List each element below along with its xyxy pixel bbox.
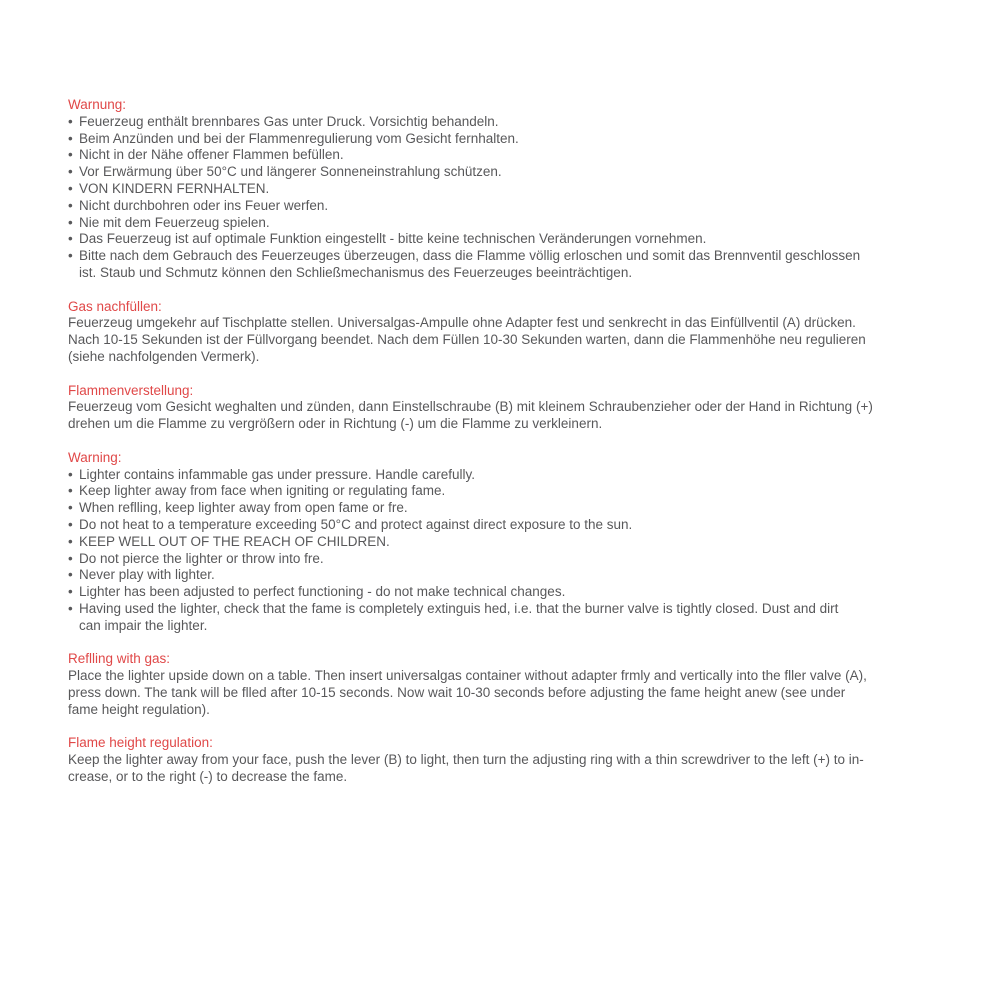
text-line: can impair the lighter. bbox=[79, 617, 208, 633]
bullet-line: • Do not pierce the lighter or throw into fre. bbox=[68, 551, 945, 568]
section-body-refilling-with-gas bbox=[68, 668, 945, 718]
bullet-line: • Do not heat to a temperature exceeding 50°C and protect against direct exposure to the sun. bbox=[68, 517, 945, 534]
text-line: drehen um die Flamme zu vergrößern oder in Richtung (-) um die Flamme zu verkleinern. bbox=[68, 416, 603, 432]
text-line: crease, or to the right (-) to decrease the fame. bbox=[68, 768, 348, 784]
text-line: Feuerzeug umgekehr auf Tischplatte stellen. Universalgas-Ampulle ohne Adapter fest und senkrecht in das Einfüllventil (A) drücken. bbox=[68, 315, 856, 331]
bullet-line: • Nicht in der Nähe offener Flammen befüllen. bbox=[68, 147, 945, 164]
section-heading-gas-nachfuellen: Gas nachfüllen: bbox=[68, 298, 162, 314]
text-line: Nach 10-15 Sekunden ist der Füllvorgang beendet. Nach dem Füllen 10-30 Sekunden warten, dann die Flammenhöhe neu regulieren bbox=[68, 332, 866, 348]
bullet-line: • Nie mit dem Feuerzeug spielen. bbox=[68, 215, 945, 232]
section-refilling-with-gas bbox=[68, 651, 945, 718]
bullet-line: • VON KINDERN FERNHALTEN. bbox=[68, 181, 945, 198]
bullet-line: • Lighter has been adjusted to perfect functioning - do not make technical changes. bbox=[68, 584, 945, 601]
bullet-line: • When reflling, keep lighter away from open fame or fre. bbox=[68, 500, 945, 517]
text-line: press down. The tank will be flled after 10-15 seconds. Now wait 10-30 seconds before adjusting the fame height anew (see under bbox=[68, 684, 846, 700]
section-heading-flame-height-regulation: Flame height regulation: bbox=[68, 735, 213, 751]
bullet-line: • Beim Anzünden und bei der Flammenregulierung vom Gesicht fernhalten. bbox=[68, 131, 945, 148]
section-warning-en bbox=[68, 450, 945, 635]
section-warnung-de bbox=[68, 97, 945, 282]
section-heading-flammenverstellung: Flammenverstellung: bbox=[68, 382, 194, 398]
section-heading-refilling-with-gas: Reflling with gas: bbox=[68, 651, 171, 667]
bullet-line: • Nicht durchbohren oder ins Feuer werfen. bbox=[68, 198, 945, 215]
bullet-line: • Vor Erwärmung über 50°C und längerer Sonneneinstrahlung schützen. bbox=[68, 164, 945, 181]
section-gas-nachfuellen bbox=[68, 299, 945, 366]
section-body-flammenverstellung bbox=[68, 399, 945, 433]
bullet-line: • Having used the lighter, check that the fame is completely extinguis hed, i.e. that the burner valve is tightly closed. Dust and dirt bbox=[68, 601, 945, 618]
section-body-gas-nachfuellen bbox=[68, 315, 945, 365]
bullet-line: • Feuerzeug enthält brennbares Gas unter Druck. Vorsichtig behandeln. bbox=[68, 114, 945, 131]
text-line: (siehe nachfolgenden Vermerk). bbox=[68, 348, 260, 364]
bullet-line: • Keep lighter away from face when igniting or regulating fame. bbox=[68, 483, 945, 500]
text-line: Place the lighter upside down on a table. Then insert universalgas container without adapter frmly and vertically into the fller valve (A), bbox=[68, 668, 867, 684]
section-body-warning-en bbox=[68, 467, 945, 635]
bullet-line: • KEEP WELL OUT OF THE REACH OF CHILDREN. bbox=[68, 534, 945, 551]
section-body-warnung-de bbox=[68, 114, 945, 282]
bullet-line: • Lighter contains infammable gas under pressure. Handle carefully. bbox=[68, 467, 945, 484]
section-heading-warning-en: Warning: bbox=[68, 449, 122, 465]
section-heading-warnung-de: Warnung: bbox=[68, 97, 127, 112]
text-line: fame height regulation). bbox=[68, 701, 210, 717]
text-line: Keep the lighter away from your face, push the lever (B) to light, then turn the adjusting ring with a thin screwdriver to the left (+) to in- bbox=[68, 752, 864, 768]
text-line: Feuerzeug vom Gesicht weghalten und zünden, dann Einstellschraube (B) mit kleinem Schraubenzieher oder der Hand in Richtung (+) bbox=[68, 399, 873, 415]
section-flammenverstellung bbox=[68, 383, 945, 433]
bullet-line: • Never play with lighter. bbox=[68, 567, 945, 584]
bullet-line: • Das Feuerzeug ist auf optimale Funktion eingestellt - bitte keine technischen Veränderungen vornehmen. bbox=[68, 231, 945, 248]
text-line: ist. Staub und Schmutz können den Schließmechanismus des Feuerzeuges beeinträchtigen. bbox=[79, 264, 633, 280]
section-flame-height-regulation bbox=[68, 735, 945, 785]
bullet-line: • Bitte nach dem Gebrauch des Feuerzeuges überzeugen, dass die Flamme völlig erloschen und somit das Brennventil geschlossen bbox=[68, 248, 945, 265]
section-body-flame-height-regulation bbox=[68, 752, 945, 786]
